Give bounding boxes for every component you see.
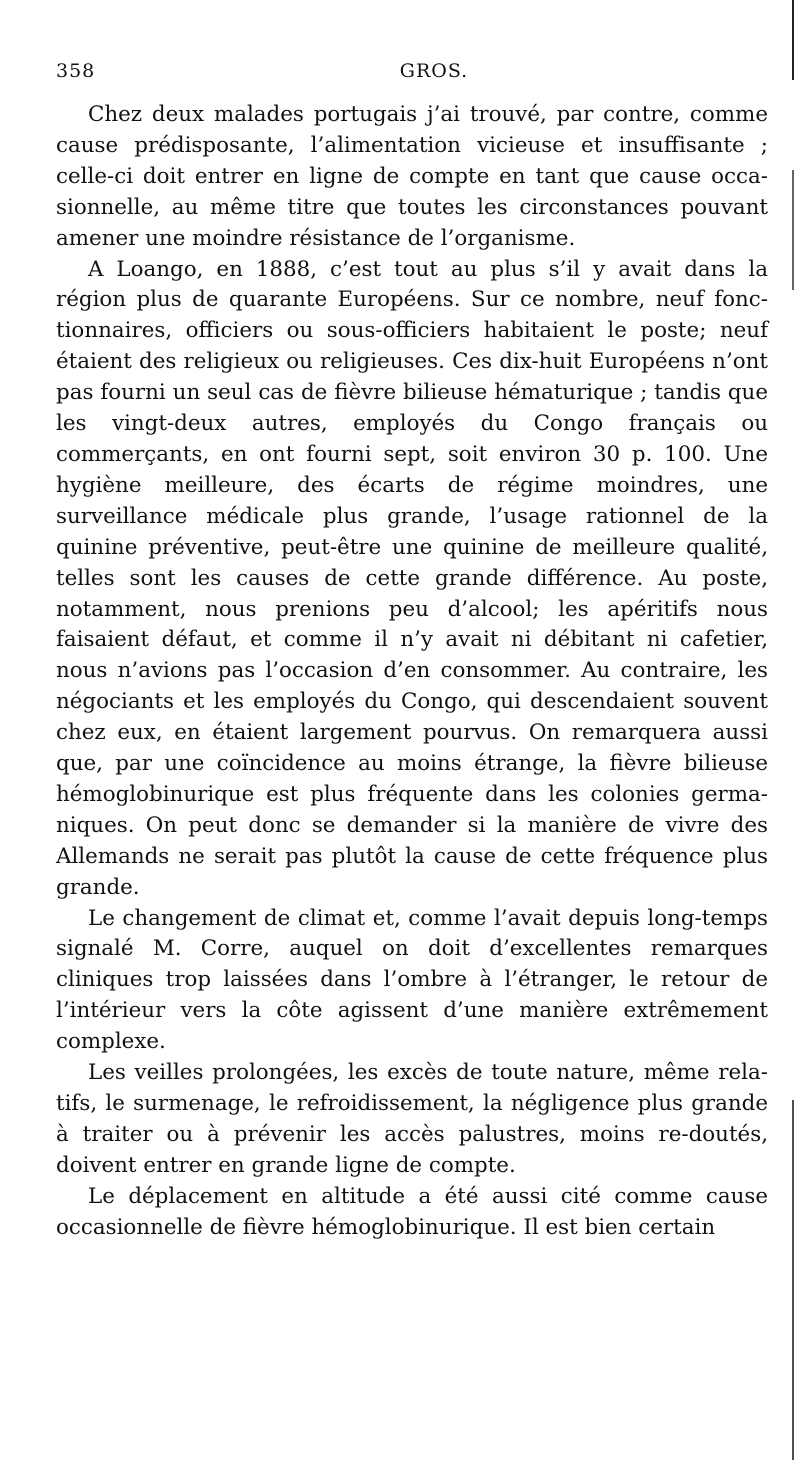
paragraph-1: Chez deux malades portugais j’ai trouvé, par contre, comme cause prédisposante, l’alimentation vicieuse et insuffisante ; celle-ci doit entrer en ligne de compte en tant que cause occa-sionnelle, au même titre que toutes les circonstances pouvant amener une moindre résistance de l’organisme. (56, 102, 768, 251)
page-number: 358 (56, 60, 96, 82)
page-edge-mark (792, 1100, 794, 1460)
page-edge-mark (792, 0, 794, 80)
running-head (56, 60, 756, 86)
body-text (56, 100, 768, 1244)
paragraph-5: Le déplacement en altitude a été aussi cité comme cause occasionnelle de fièvre hémoglobinurique. Il est bien certain (56, 1183, 768, 1240)
paragraph-3: Le changement de climat et, comme l’avait depuis long-temps signalé M. Corre, auquel on doit d’excellentes remarques cliniques trop laissées dans l’ombre à l’étranger, le retour de l’intérieur vers la côte agissent d’une manière extrêmement complexe. (56, 905, 768, 1055)
paragraph-4: Les veilles prolongées, les excès de toute nature, même rela-tifs, le surmenage, le refroidissement, la négligence plus grande à traiter ou à prévenir les accès palustres, moins re-doutés, doivent entrer en grande ligne de compte. (56, 1060, 768, 1178)
page-edge-mark (792, 170, 794, 290)
paragraph-2: A Loango, en 1888, c’est tout au plus s’il y avait dans la région plus de quarante Européens. Sur ce nombre, neuf fonc-tionnaires, officiers ou sous-officiers habitaient le poste; neuf étaient des religieux ou religieuses. Ces dix-huit Européens n’ont pas fourni un seul cas de fièvre bilieuse hématurique ; tandis que les vingt-deux autres, employés du Congo français ou commerçants, en ont fourni sept, soit environ 30 p. 100. Une hygiène meilleure, des écarts de régime moindres, une surveillance médicale plus grande, l’usage rationnel de la quinine préventive, peut-être une quinine de meilleure qualité, telles sont les causes de cette grande différence. Au poste, notamment, nous prenions peu d’alcool; les apéritifs nous faisaient défaut, et comme il n’y avait ni débitant ni cafetier, nous n’avions pas l’occasion d’en consommer. Au contraire, les négociants et les employés du Congo, qui descendaient souvent chez eux, en étaient largement pourvus. On remarquera aussi que, par une coïncidence au moins étrange, la fièvre bilieuse hémoglobinurique est plus fréquente dans les colonies germa-niques. On peut donc se demander si la manière de vivre des Allemands ne serait pas plutôt la cause de cette fréquence plus grande. (56, 256, 768, 900)
running-title: GROS. (399, 60, 469, 82)
